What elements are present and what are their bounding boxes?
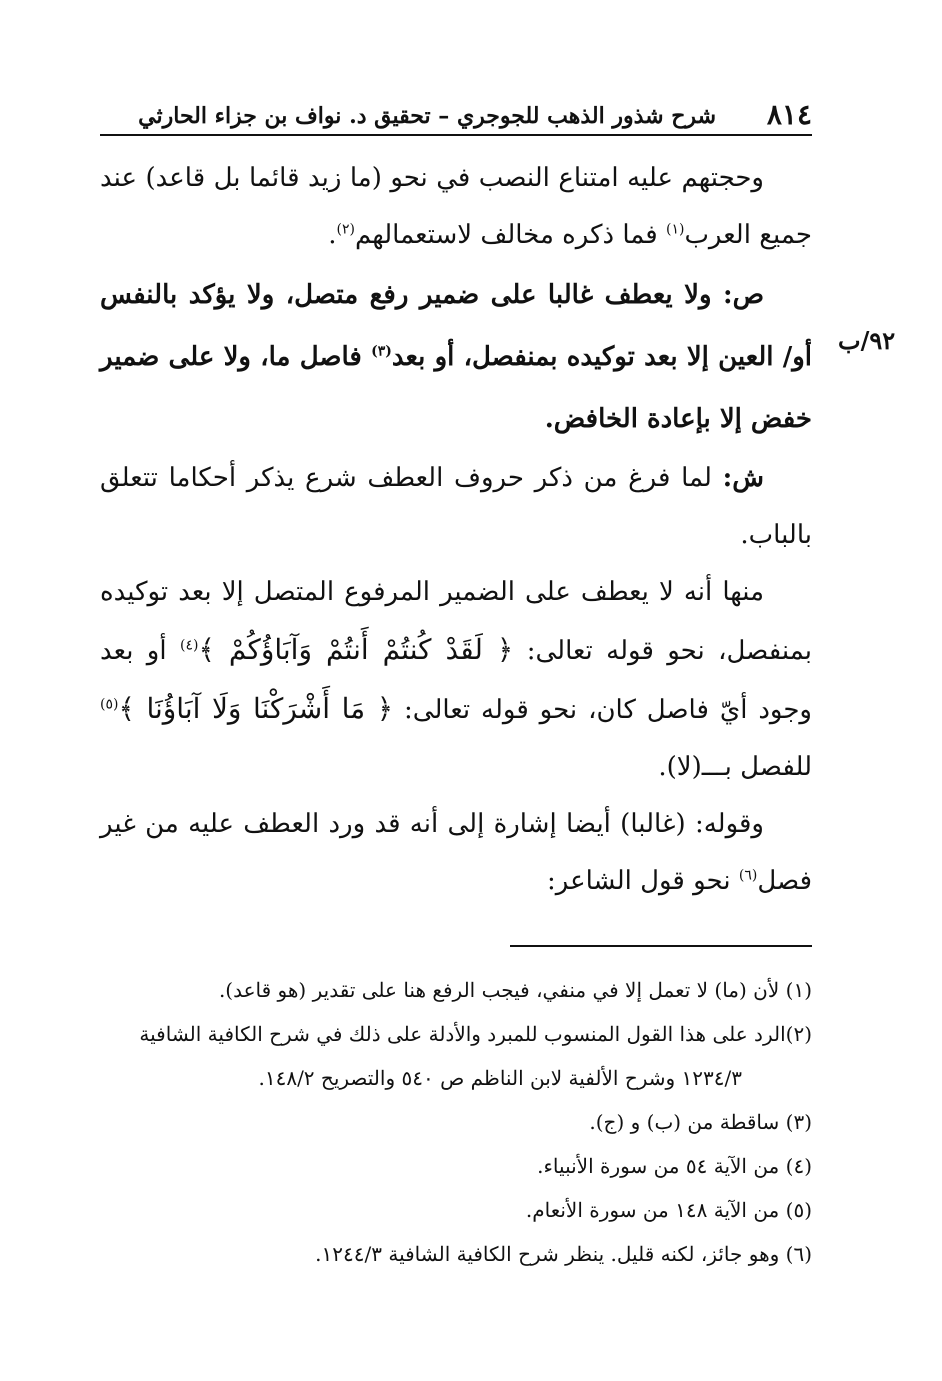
footnote-2: (٢)الرد على هذا القول المنسوب للمبرد والأدلة على ذلك في شرح الكافية الشافية [139,1022,812,1046]
footnote-3: (٣) ساقطة من (ب) و (ج). [589,1110,812,1134]
footnote-ref-5: (٥) [100,696,119,713]
paragraph-3-sharh [100,450,812,564]
page-header [100,98,812,136]
footnote-4: (٤) من الآية ٥٤ من سورة الأنبياء. [537,1154,812,1178]
paragraph-3-text: لما فرغ من ذكر حروف العطف شرع يذكر أحكاما تتعلق بالباب. [100,463,812,550]
quran-verse-2: ﴿ مَا أَشْرَكْنَا وَلَا آبَاؤُنَا ﴾ [118,692,394,725]
footnote-1: (١) لأن (ما) لا تعمل إلا في منفي، فيجب الرفع هنا على تقدير (هو قاعد). [218,978,812,1002]
sharh-marker: ش: [722,463,764,493]
paragraph-4-text: منها أنه لا يعطف على الضمير المرفوع المتصل إلا بعد توكيده بمنفصل، نحو قوله تعالى: [100,577,812,666]
margin-folio-note: ٩٢/ب [838,326,896,355]
footnote-2-continued [100,1056,812,1100]
paragraph-4-text-b: أو بعد وجود أيّ فاصل كان، نحو قوله تعالى: [100,636,812,725]
paragraph-1-end: . [328,220,337,250]
paragraph-2-text: ص: ولا يعطف غالبا على ضمير رفع متصل، ولا يؤكد بالنفس أو/ العين إلا بعد توكيده بمنفصل، أو بعد [100,280,812,372]
paragraph-5-text: وقوله: (غالبا) أيضا إشارة إلى أنه قد ورد العطف عليه من غير فصل [100,809,812,896]
footnote-2-continued-text: ١٢٣٤/٣ وشرح الألفية لابن الناظم ص ٥٤٠ والتصريح ١٤٨/٢. [258,1066,742,1090]
running-title: شرح شذور الذهب للجوجري – تحقيق د. نواف بن جزاء الحارثي [138,103,716,129]
quran-verse-1: ﴿ لَقَدْ كُنتُمْ أَنتُمْ وَآبَاؤُكُمْ ﴾ [198,633,514,666]
paragraph-1-text: وحجتهم عليه امتناع النصب في نحو (ما زيد قائما بل قاعد) عند جميع العرب [100,163,812,250]
paragraph-2-matn [100,264,812,450]
main-text [100,150,812,910]
footnote-ref-4: (٤) [179,637,199,654]
page-number: ٨١٤ [766,98,812,131]
paragraph-5 [100,796,812,910]
footnote-ref-1: (١) [665,221,685,238]
paragraph-1 [100,150,812,264]
paragraph-4-text-c: للفصل بـــ(لا). [658,752,812,782]
footnotes [100,968,812,1276]
paragraph-4 [100,564,812,796]
footnote-ref-2: (٢) [336,221,355,238]
paragraph-2-text-b: فاصل ما، ولا على ضمير خفض إلا بإعادة الخافض. [100,342,812,434]
footnote-ref-3: (٣) [371,343,392,360]
footnote-separator [510,945,812,947]
footnote-6: (٦) وهو جائز، لكنه قليل. ينظر شرح الكافية الشافية ١٢٤٤/٣. [315,1242,812,1266]
paragraph-1-text-b: فما ذكره مخالف لاستعمالهم [354,220,666,250]
paragraph-5-text-b: نحو قول الشاعر: [546,866,739,896]
footnote-5: (٥) من الآية ١٤٨ من سورة الأنعام. [525,1198,812,1222]
footnote-ref-6: (٦) [738,867,758,884]
